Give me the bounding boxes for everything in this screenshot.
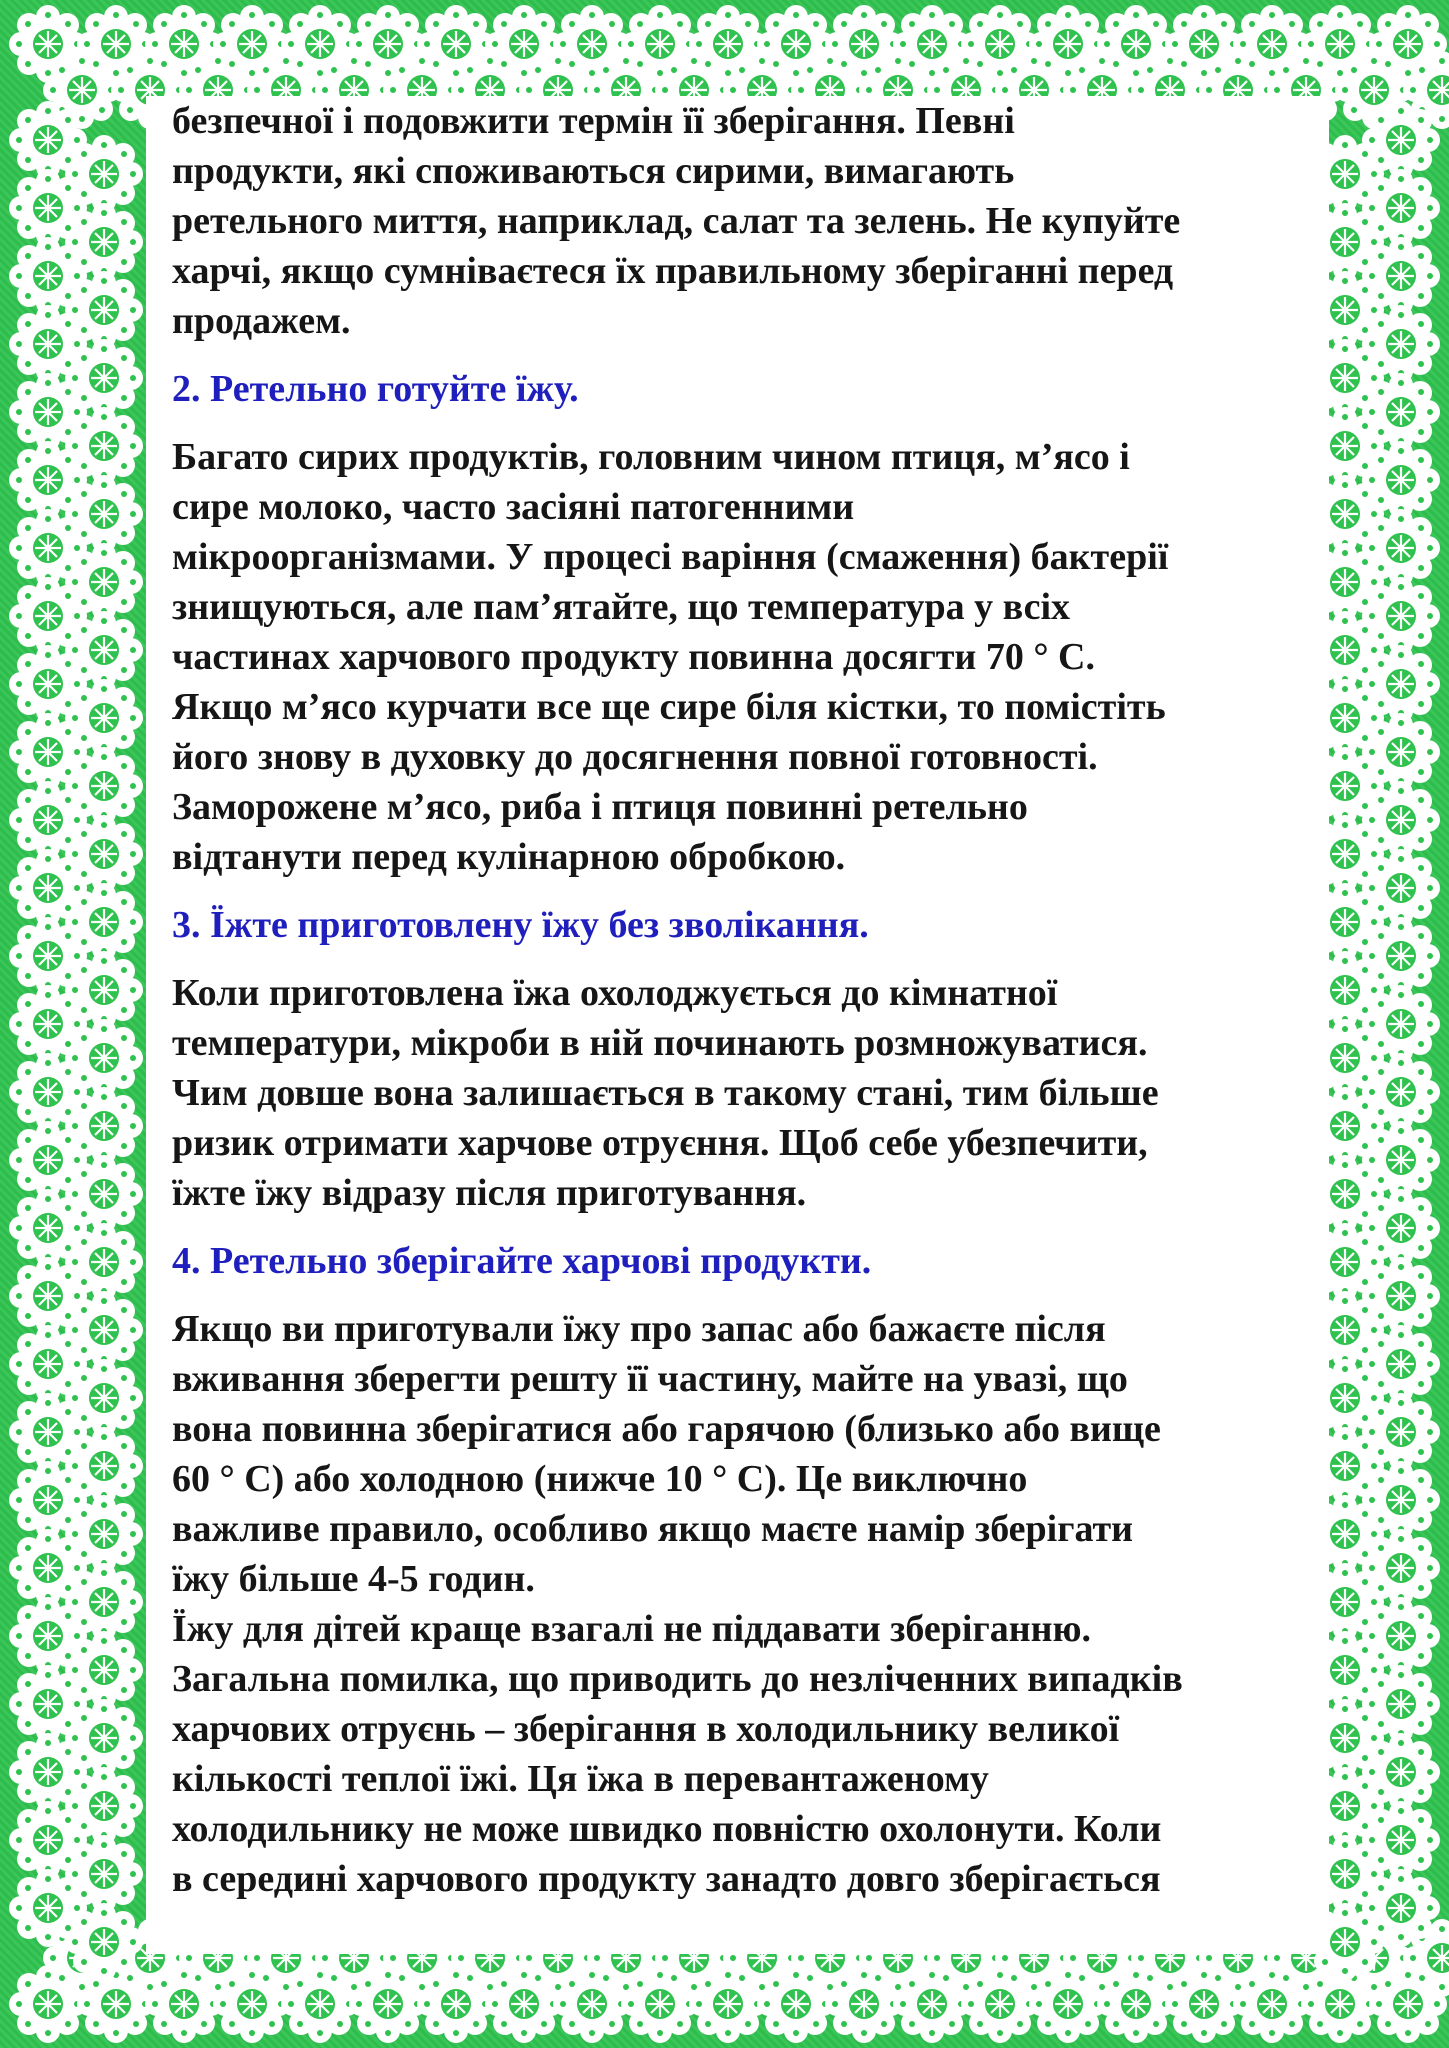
text-line: Чим довше вона залишається в такому стані, тим більше <box>172 1072 1159 1114</box>
text-line: мікроорганізмами. У процесі варіння (смаження) бактерії <box>172 536 1169 578</box>
section-paragraph <box>172 968 1342 1218</box>
text-line: Їжу для дітей краще взагалі не піддавати зберіганню. <box>172 1608 1092 1650</box>
text-line: відтанути перед кулінарною обробкою. <box>172 836 846 878</box>
intro-paragraph <box>172 96 1342 346</box>
section-heading: 2. Ретельно готуйте їжу. <box>172 368 579 410</box>
text-line: важливе правило, особливо якщо маєте намір зберігати <box>172 1508 1134 1550</box>
text-line: Якщо ви приготували їжу про запас або бажаєте після <box>172 1308 1106 1350</box>
lace-left-column <box>9 101 143 1981</box>
text-line: Коли приготовлена їжа охолоджується до кімнатної <box>172 972 1058 1014</box>
text-line: кількості теплої їжі. Ця їжа в перевантаженому <box>172 1758 989 1800</box>
section-heading: 3. Їжте приготовлену їжу без зволікання. <box>172 904 869 946</box>
text-line: вживання зберегти решту її частину, майте на увазі, що <box>172 1358 1128 1400</box>
text-line: сире молоко, часто засіяні патогенними <box>172 486 855 528</box>
text-line: Загальна помилка, що приводить до незліченних випадків <box>172 1658 1183 1700</box>
document-body <box>172 96 1342 1926</box>
text-line: 60 ° С) або холодною (нижче 10 ° С). Це виключно <box>172 1458 1028 1500</box>
text-line: Багато сирих продуктів, головним чином птиця, м’ясо і <box>172 436 1130 478</box>
text-line: їжте їжу відразу після приготування. <box>172 1172 807 1214</box>
text-line: Якщо м’ясо курчати все ще сире біля кістки, то помістіть <box>172 686 1166 728</box>
text-line: харчових отруєнь – зберігання в холодильнику великої <box>172 1708 1120 1750</box>
section-paragraph <box>172 1304 1342 1904</box>
text-line: Заморожене м’ясо, риба і птиця повинні ретельно <box>172 786 1028 828</box>
text-line: продажем. <box>172 300 351 342</box>
text-line: вона повинна зберігатися або гарячою (близько або вище <box>172 1408 1161 1450</box>
text-line: температури, мікроби в ній починають розмножуватися. <box>172 1022 1148 1064</box>
text-line: харчі, якщо сумніваєтеся їх правильному зберіганні перед <box>172 250 1174 292</box>
text-line: частинах харчового продукту повинна досягти 70 ° С. <box>172 636 1095 678</box>
text-line: безпечної і подовжити термін її зберігання. Певні <box>172 100 1015 142</box>
text-line: його знову в духовку до досягнення повної готовності. <box>172 736 1098 778</box>
text-line: холодильнику не може швидко повністю охолонути. Коли <box>172 1808 1162 1850</box>
text-line: продукти, які споживаються сирими, вимагають <box>172 150 1015 192</box>
section-heading: 4. Ретельно зберігайте харчові продукти. <box>172 1240 872 1282</box>
text-line: ризик отримати харчове отруєння. Щоб себе убезпечити, <box>172 1122 1148 1164</box>
text-line: в середині харчового продукту занадто довго зберігається <box>172 1858 1161 1900</box>
lace-doily <box>65 1903 143 1981</box>
text-line: ретельного миття, наприклад, салат та зелень. Не купуйте <box>172 200 1181 242</box>
section-paragraph <box>172 432 1342 882</box>
text-line: їжу більше 4-5 годин. <box>172 1558 535 1600</box>
text-line: знищуються, але пам’ятайте, що температура у всіх <box>172 586 1071 628</box>
sections-container <box>172 346 1342 1904</box>
